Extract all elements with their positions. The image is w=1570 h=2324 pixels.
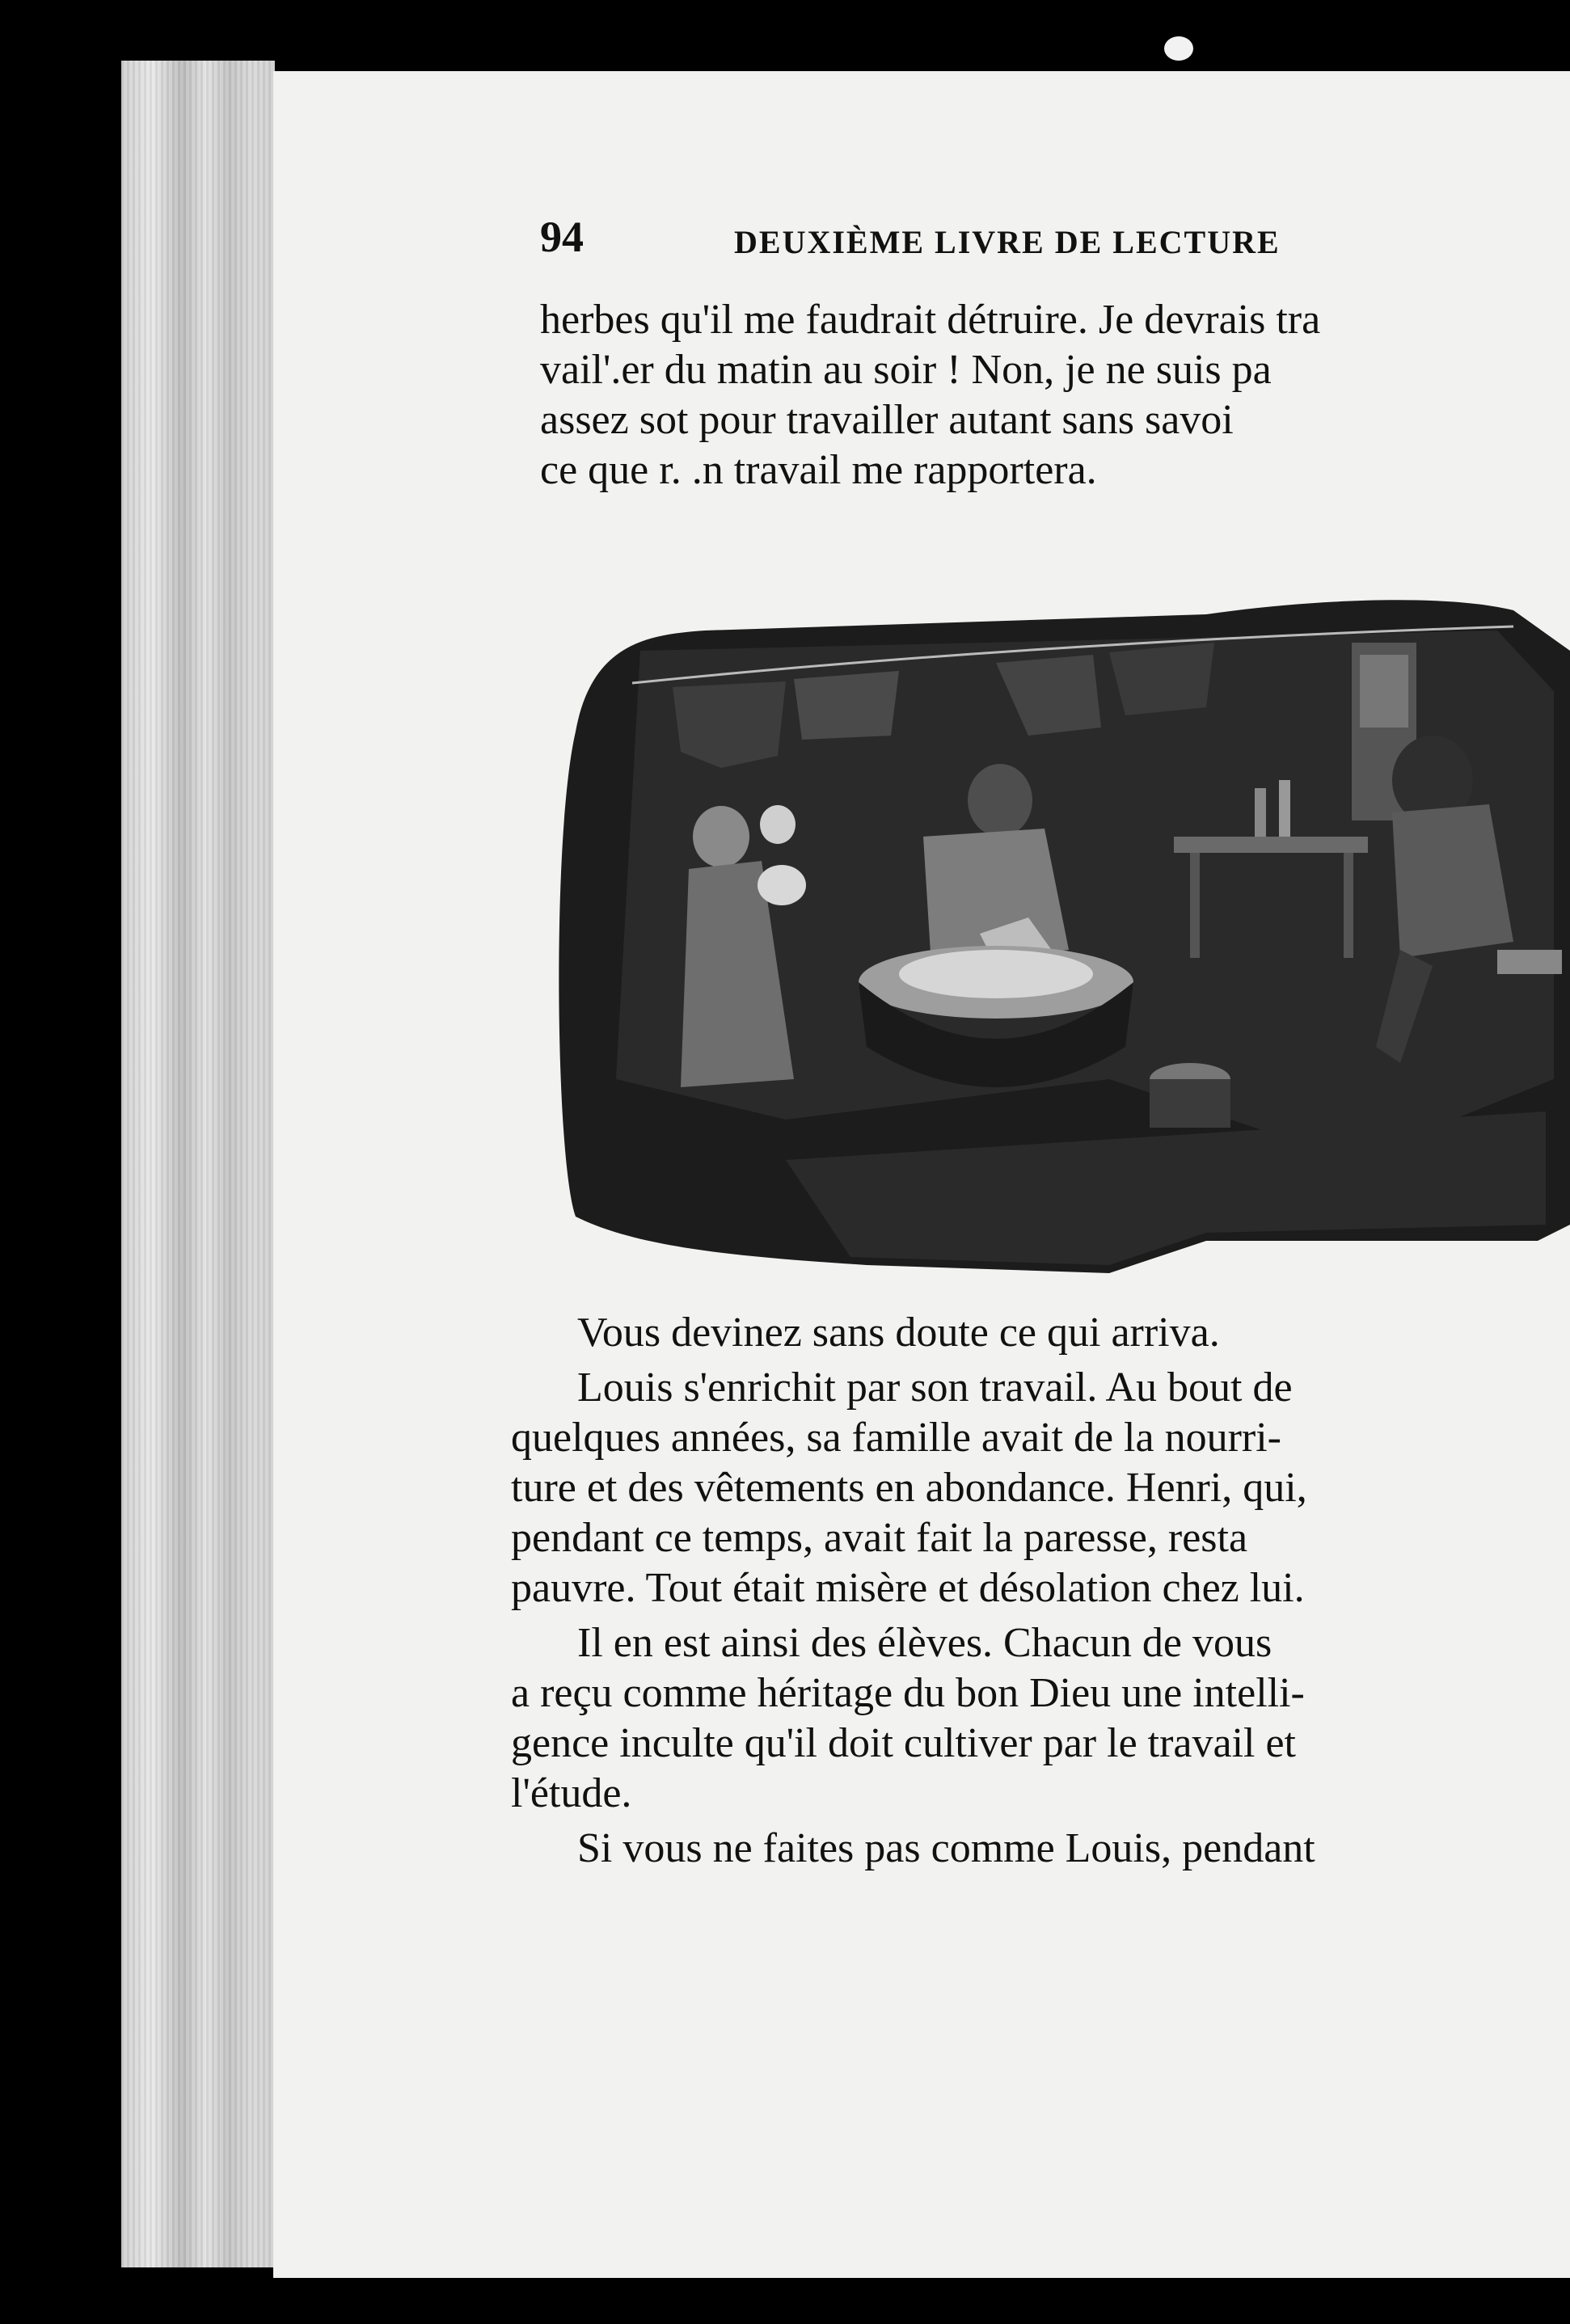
text-line: l'étude. (511, 1770, 632, 1816)
scan-artifact (1164, 36, 1193, 61)
text-line: Si vous ne faites pas comme Louis, pendant (577, 1825, 1315, 1871)
text-line: Il en est ainsi des élèves. Chacun de vous (577, 1620, 1272, 1666)
text-line: assez sot pour travailler autant sans savoi (540, 397, 1234, 443)
text-line: vail'.er du matin au soir ! Non, je ne suis pa (540, 347, 1272, 393)
text-line: ture et des vêtements en abondance. Henri, qui, (511, 1465, 1307, 1511)
text-line: ce que r. .n travail me rapportera. (540, 447, 1097, 493)
text-line: pendant ce temps, avait fait la paresse, resta (511, 1515, 1248, 1561)
page-number: 94 (540, 213, 584, 261)
text-line: herbes qu'il me faudrait détruire. Je devrais tra (540, 297, 1321, 343)
running-head (540, 212, 1570, 268)
text-line: Vous devinez sans doute ce qui arriva. (577, 1310, 1220, 1356)
top-paragraph (540, 295, 1570, 496)
bottom-paragraphs (511, 1308, 1570, 1874)
text-line: Louis s'enrichit par son travail. Au bout de (577, 1364, 1293, 1411)
text-line: gence inculte qu'il doit cultiver par le travail et (511, 1720, 1296, 1766)
book-spine-edge (121, 61, 275, 2267)
text-line: a reçu comme héritage du bon Dieu une intelli- (511, 1670, 1305, 1716)
household-scene-image (543, 594, 1570, 1277)
engraving-illustration (543, 594, 1570, 1277)
text-line: quelques années, sa famille avait de la nourri- (511, 1415, 1281, 1461)
book-title-header: DEUXIÈME LIVRE DE LECTURE (734, 224, 1281, 260)
text-line: pauvre. Tout était misère et désolation chez lui. (511, 1565, 1305, 1611)
